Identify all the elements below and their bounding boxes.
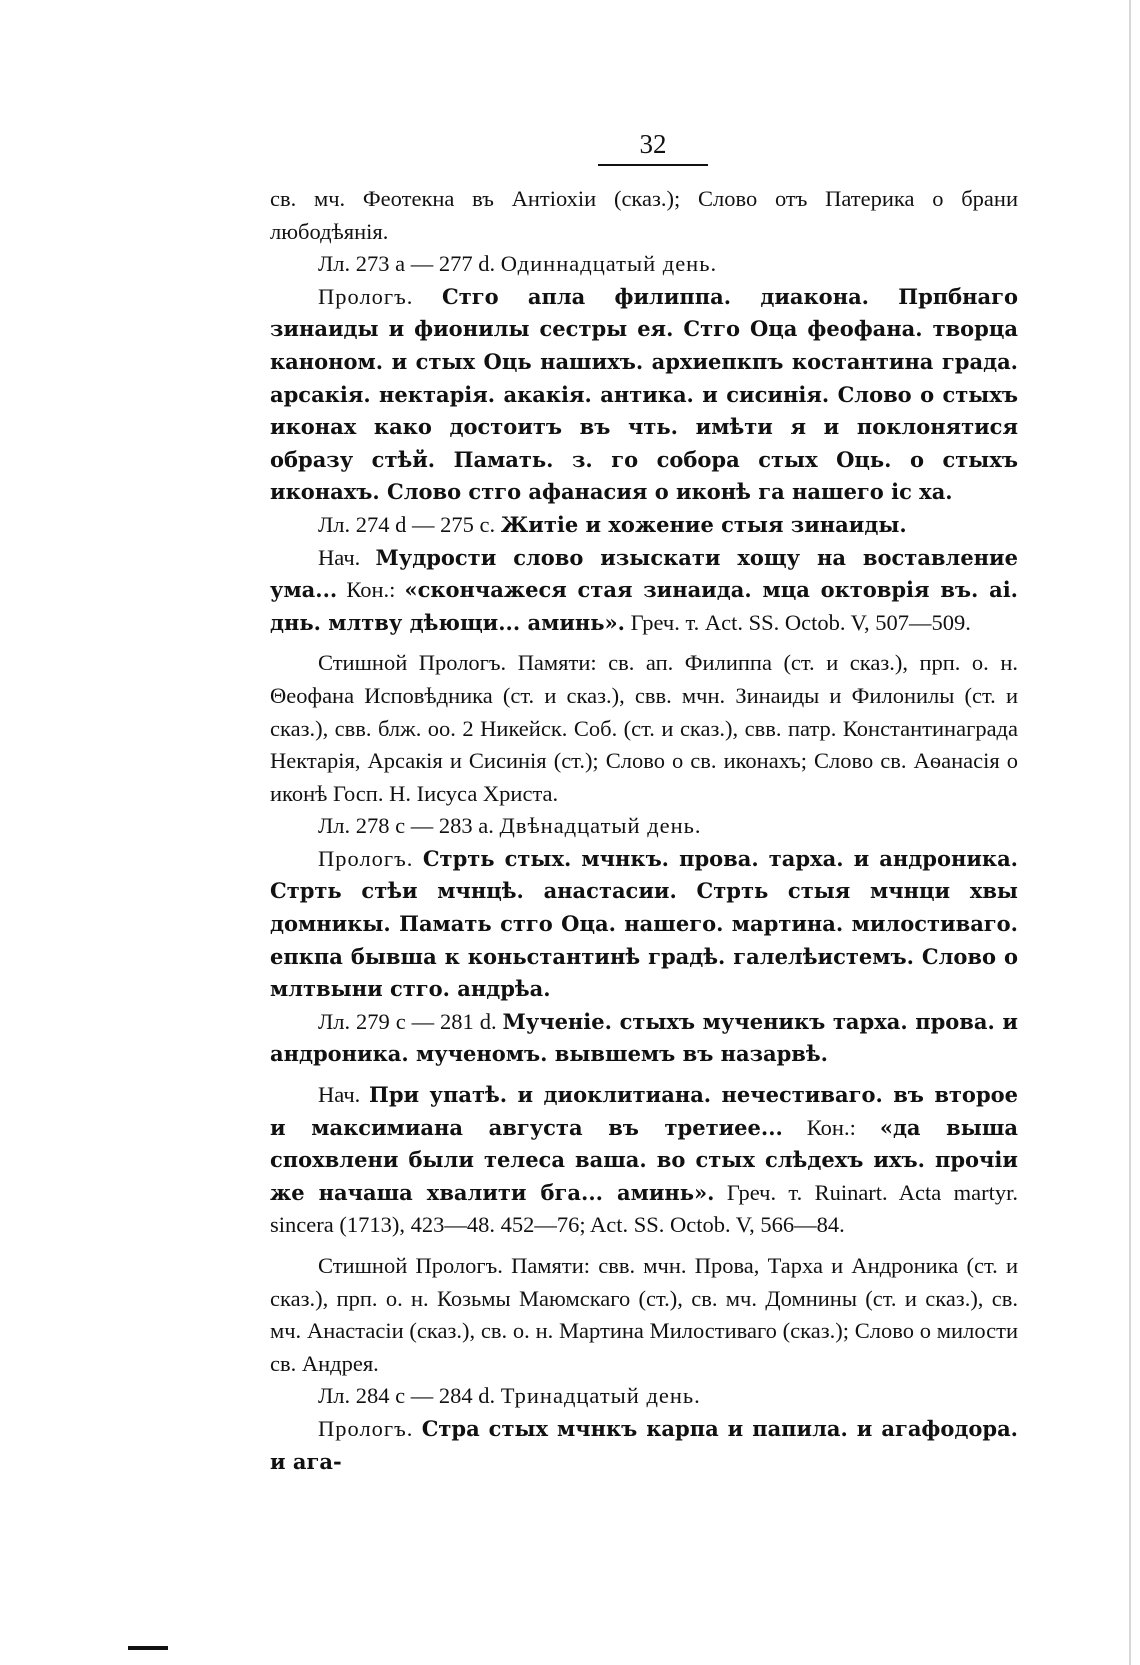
page-edge — [1129, 0, 1131, 1665]
text-segment: Двѣнадцатый день. — [499, 813, 702, 839]
paragraph — [270, 1250, 1018, 1380]
text-segment: Лл. 273 а — 277 d. — [318, 251, 501, 277]
text-segment: Прологъ. — [318, 1415, 422, 1441]
page-number: 32 — [639, 129, 667, 159]
paragraph — [270, 542, 1018, 640]
text-segment: Нач. — [318, 544, 376, 570]
text-segment: Прологъ. — [318, 845, 423, 871]
text-segment: Нач. — [318, 1082, 370, 1108]
church-slavonic-text: «скончажеся стая зинаида. мца октоврія въ. ai. днь. млтву дѣющи... аминь». — [270, 577, 1018, 635]
church-slavonic-text: При упатѣ. и диоклитиана. нечестиваго. въ второе и максимиана августа въ третиее... — [270, 1082, 1018, 1140]
text-segment: Стишной Прологъ. Памяти: свв. мчн. Прова, Тарха и Андроника (ст. и сказ.), прп. о. н. Козьмы Маюмскаго (ст.), св. мч. Домнины (ст. и сказ.), св. мч. Анастасіи (сказ.), св. о. н. Мартина Милостиваго (сказ.); Слово о милости св. Андрея. — [270, 1253, 1018, 1376]
text-segment: Лл. 279 с — 281 d. — [318, 1008, 503, 1034]
paragraph — [270, 1413, 1018, 1478]
paragraph — [270, 281, 1018, 509]
text-segment: Лл. 274 d — 275 с. — [318, 511, 501, 537]
page-number-rule — [598, 164, 708, 166]
paragraph — [270, 810, 1018, 843]
church-slavonic-text: Мудрости слово изыскати хощу на воставление ума... — [270, 544, 1018, 603]
bottom-dash — [128, 1646, 168, 1650]
text-segment: Тринадцатый день. — [500, 1383, 701, 1409]
paragraph — [270, 509, 1018, 542]
page-body — [270, 183, 1018, 1478]
church-slavonic-text: Житіе и хожение стыя зинаиды. — [500, 511, 907, 537]
text-segment: Лл. 278 с — 283 а. — [318, 813, 500, 839]
text-segment: Греч. т. Act. SS. Octob. V, 507—509. — [624, 609, 971, 635]
church-slavonic-text: Стрть стых. мчнкъ. прова. тарха. и андроника. Стрть стѣи мчнцѣ. анастасии. Стрть стыя мчнци хвы домникы. Памать стго Оца. нашего. мартина. милостиваго. епкпа бывша к коньстантинѣ градѣ. галелѣистемъ. Слово о млтвыни стго. андрѣа. — [270, 845, 1018, 1002]
text-segment: Прологъ. — [318, 283, 442, 309]
church-slavonic-text: Стго апла филиппа. диакона. Прпбнаго зинаиды и фионилы сестры ея. Стго Оца феофана. творца каноном. и стых Оць нашихъ. архиепкпъ костантина града. арсакія. нектарія. акакія. антика. и сисинія. Слово о стыхъ иконах како достоитъ въ чть. имѣти я и поклонятися образу стѣй. Памать. з. го собора стых Оць. о стыхъ иконахъ. Слово стго афанасия о иконѣ га нашего іс ха. — [270, 283, 1018, 505]
paragraph — [270, 647, 1018, 810]
text-segment: Стишной Прологъ. Памяти: св. ап. Филиппа (ст. и сказ.), прп. о. н. Θеофана Исповѣдника (ст. и сказ.), свв. мчн. Зинаиды и Филонилы (ст. и сказ.), свв. блж. оо. 2 Никейск. Соб. (ст. и сказ.), свв. патр. Константинаграда Нектарія, Арсакія и Сисинія (ст.); Слово о св. иконахъ; Слово св. Аѳанасія о иконѣ Госп. Н. Іисуса Христа. — [270, 650, 1018, 806]
text-segment: Греч. т. Ruinart. Acta martyr. sincera (1713), 423—48. 452—76; Act. SS. Octob. V, 566—84. — [270, 1179, 1019, 1238]
text-segment: Кон.: — [782, 1114, 880, 1140]
paragraph — [270, 1380, 1018, 1413]
church-slavonic-text: «да выша спохвлени были телеса ваша. во стых слѣдехъ ихъ. прочіи же начаша хвалити бга... аминь». — [270, 1114, 1019, 1205]
church-slavonic-text: Стра стых мчнкъ карпа и папила. и агафодора. и ага- — [270, 1415, 1018, 1474]
text-segment: св. мч. Феотекна въ Антіохіи (сказ.); Слово отъ Патерика о брани любодѣянія. — [270, 186, 1018, 244]
church-slavonic-text: Мученіе. стыхъ мученикъ тарха. прова. и андроника. мученомъ. вывшемъ въ назарвѣ. — [270, 1008, 1018, 1067]
paragraph — [270, 183, 1018, 248]
text-segment: Лл. 284 с — 284 d. — [318, 1383, 501, 1409]
paragraph — [270, 248, 1018, 281]
paragraph — [270, 1006, 1018, 1071]
paragraph — [270, 843, 1018, 1006]
paragraph — [270, 1079, 1018, 1242]
text-segment: Кон.: — [337, 577, 405, 603]
text-segment: Одиннадцатый день. — [500, 251, 718, 277]
